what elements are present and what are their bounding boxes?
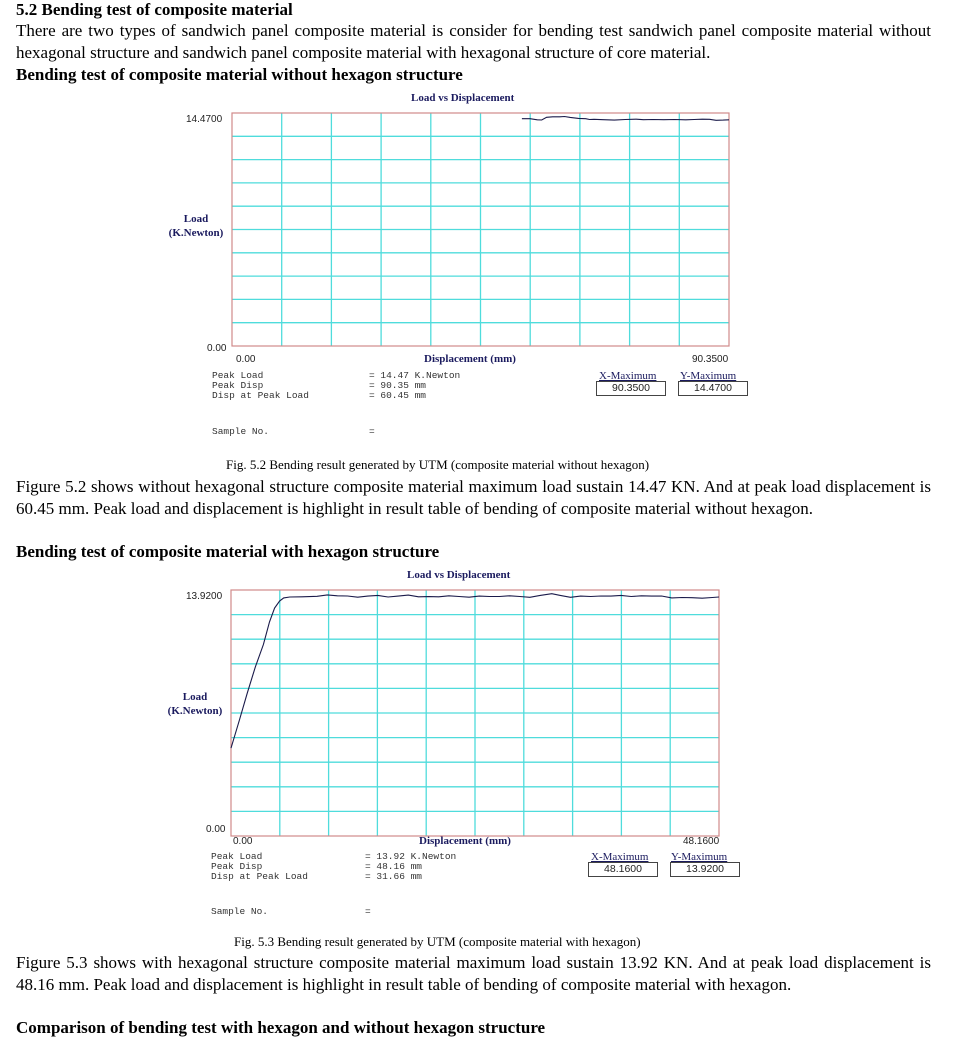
sample-no-value: = — [365, 906, 371, 917]
stat-value-disp-at-peak: = 31.66 mm — [365, 871, 423, 882]
y-axis-label-line2: (K.Newton) — [167, 705, 223, 717]
stat-label-peak-disp: Peak Disp — [211, 861, 263, 872]
y-tick-min: 0.00 — [207, 343, 227, 354]
y-axis-label-line1: Load — [183, 213, 209, 225]
y-tick-max: 13.9200 — [186, 591, 223, 602]
plot-area — [232, 113, 729, 346]
section-heading: 5.2 Bending test of composite material — [16, 0, 293, 19]
x-tick-min: 0.00 — [236, 354, 256, 365]
subheading-without-hexagon: Bending test of composite material without hexagon structure — [16, 65, 463, 84]
sample-no-label: Sample No. — [212, 426, 270, 437]
stat-value-peak-disp: = 90.35 mm — [369, 380, 427, 391]
y-tick-min: 0.00 — [206, 824, 226, 835]
subheading-with-hexagon: Bending test of composite material with hexagon structure — [16, 542, 440, 561]
chart-title: Load vs Displacement — [411, 92, 515, 104]
figure-caption: Fig. 5.3 Bending result generated by UTM (composite material with hexagon) — [234, 934, 641, 949]
stat-label-disp-at-peak: Disp at Peak Load — [212, 390, 309, 401]
x-maximum-value: 90.3500 — [596, 381, 666, 396]
y-maximum-value: 14.4700 — [678, 381, 748, 396]
stat-value-peak-disp: = 48.16 mm — [365, 861, 423, 872]
y-maximum-label: Y-Maximum — [680, 370, 737, 382]
chart-title: Load vs Displacement — [407, 569, 511, 581]
stat-label-peak-load: Peak Load — [212, 370, 264, 381]
sample-no-value: = — [369, 426, 375, 437]
x-tick-max: 48.1600 — [683, 836, 720, 847]
x-maximum-label: X-Maximum — [591, 851, 649, 863]
figure-caption: Fig. 5.2 Bending result generated by UTM (composite material without hexagon) — [226, 457, 650, 472]
x-axis-label: Displacement (mm) — [419, 835, 511, 847]
stat-label-peak-disp: Peak Disp — [212, 380, 264, 391]
stat-label-peak-load: Peak Load — [211, 851, 263, 862]
y-maximum-label: Y-Maximum — [671, 851, 728, 863]
figure-5-2-description: Figure 5.2 shows without hexagonal structure composite material maximum load sustain 14.47 KN. And at peak load displacement is 60.45 mm. Peak load and displacement is highlight in result table of bending of composite material without hexagon. — [16, 477, 931, 518]
sample-no-label: Sample No. — [211, 906, 269, 917]
load-curve — [522, 117, 729, 121]
stat-value-peak-load: = 14.47 K.Newton — [369, 370, 461, 381]
y-axis-label-line1: Load — [182, 691, 208, 703]
x-tick-min: 0.00 — [233, 836, 253, 847]
y-maximum-value: 13.9200 — [670, 862, 740, 877]
x-axis-label: Displacement (mm) — [424, 353, 516, 365]
stat-value-disp-at-peak: = 60.45 mm — [369, 390, 427, 401]
x-maximum-label: X-Maximum — [599, 370, 657, 382]
x-maximum-value: 48.1600 — [588, 862, 658, 877]
stat-label-disp-at-peak: Disp at Peak Load — [211, 871, 308, 882]
subheading-comparison: Comparison of bending test with hexagon and without hexagon structure — [16, 1018, 546, 1037]
y-axis-label — [159, 690, 231, 718]
y-tick-max: 14.4700 — [186, 114, 223, 125]
x-tick-max: 90.3500 — [692, 354, 729, 365]
y-axis-label-line2: (K.Newton) — [168, 227, 224, 239]
stat-value-peak-load: = 13.92 K.Newton — [365, 851, 457, 862]
intro-paragraph: There are two types of sandwich panel composite material is consider for bending test sandwich panel composite material without hexagonal structure and sandwich panel composite material with hexagonal structure of core material. — [16, 21, 931, 62]
figure-5-3-description: Figure 5.3 shows with hexagonal structure composite material maximum load sustain 13.92 KN. And at peak load displacement is 48.16 mm. Peak load and displacement is highlight in result table of bending of composite material with hexagon. — [16, 953, 931, 994]
y-axis-label — [160, 212, 232, 240]
plot-area — [231, 590, 719, 836]
